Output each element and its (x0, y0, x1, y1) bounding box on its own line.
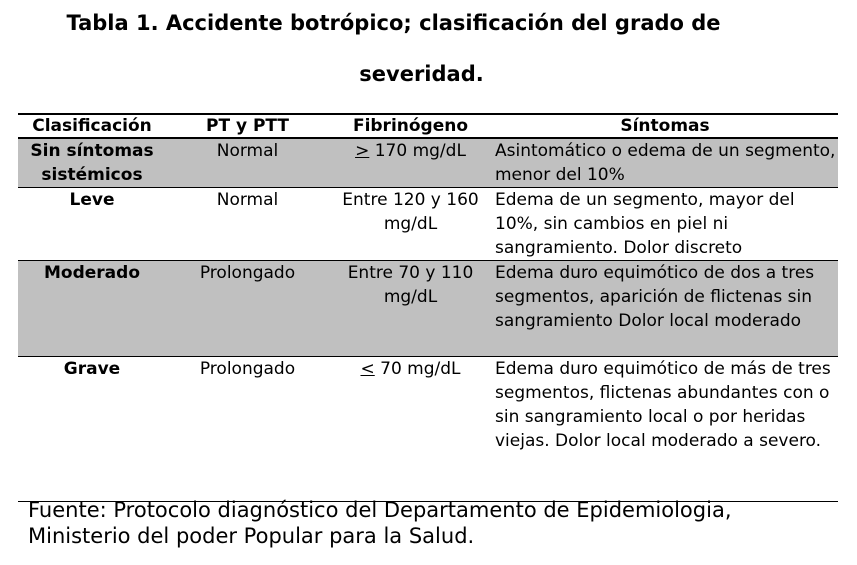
row-pt-ptt: Prolongado (166, 261, 329, 357)
row-clasificacion: Sin síntomas sistémicos (18, 138, 166, 188)
fibrinogeno-symbol: > (355, 141, 370, 161)
header-pt-ptt: PT y PTT (205, 116, 290, 136)
row-sintomas: Edema duro equimótico de dos a tres segmentos, aparición de flictenas sin sangramiento Dolor local moderado (492, 261, 838, 357)
row-sintomas: Asintomático o edema de un segmento, menor del 10% (492, 138, 838, 188)
table-row (18, 357, 838, 502)
header-fibrinogeno: Fibrinógeno (352, 116, 469, 136)
table-row (18, 138, 838, 188)
classification-table (18, 113, 838, 502)
source-note: Fuente: Protocolo diagnóstico del Departamento de Epidemiologia, Ministerio del poder Popular para la Salud. (28, 498, 732, 548)
row-clasificacion: Grave (63, 359, 121, 379)
table-row (18, 188, 838, 261)
row-sintomas: Edema duro equimótico de más de tres segmentos, flictenas abundantes con o sin sangramiento local o por heridas viejas. Dolor local moderado a severo. (495, 359, 831, 451)
row-fibrinogeno: Entre 120 y 160 mg/dL (342, 190, 479, 234)
table-header-row (18, 114, 838, 138)
row-pt-ptt: Normal (216, 190, 279, 210)
header-sintomas: Síntomas (620, 116, 710, 136)
row-pt-ptt: Prolongado (199, 359, 296, 379)
row-sintomas: Edema de un segmento, mayor del 10%, sin cambios en piel ni sangramiento. Dolor discreto (495, 190, 795, 258)
row-clasificacion: Leve (69, 190, 115, 210)
row-fibrinogeno (329, 357, 492, 502)
table-title-line1: Tabla 1. Accidente botrópico; clasificación del grado de (66, 11, 721, 35)
fibrinogeno-symbol: < (360, 359, 375, 379)
table-title-line2: severidad. (359, 62, 484, 86)
row-clasificacion: Moderado (18, 261, 166, 357)
fibrinogeno-value: 170 mg/dL (369, 141, 466, 161)
row-fibrinogeno (329, 138, 492, 188)
header-clasificacion: Clasificación (32, 116, 152, 136)
row-fibrinogeno: Entre 70 y 110 mg/dL (329, 261, 492, 357)
row-pt-ptt: Normal (166, 138, 329, 188)
fibrinogeno-value: 70 mg/dL (374, 359, 461, 379)
table-row (18, 261, 838, 357)
